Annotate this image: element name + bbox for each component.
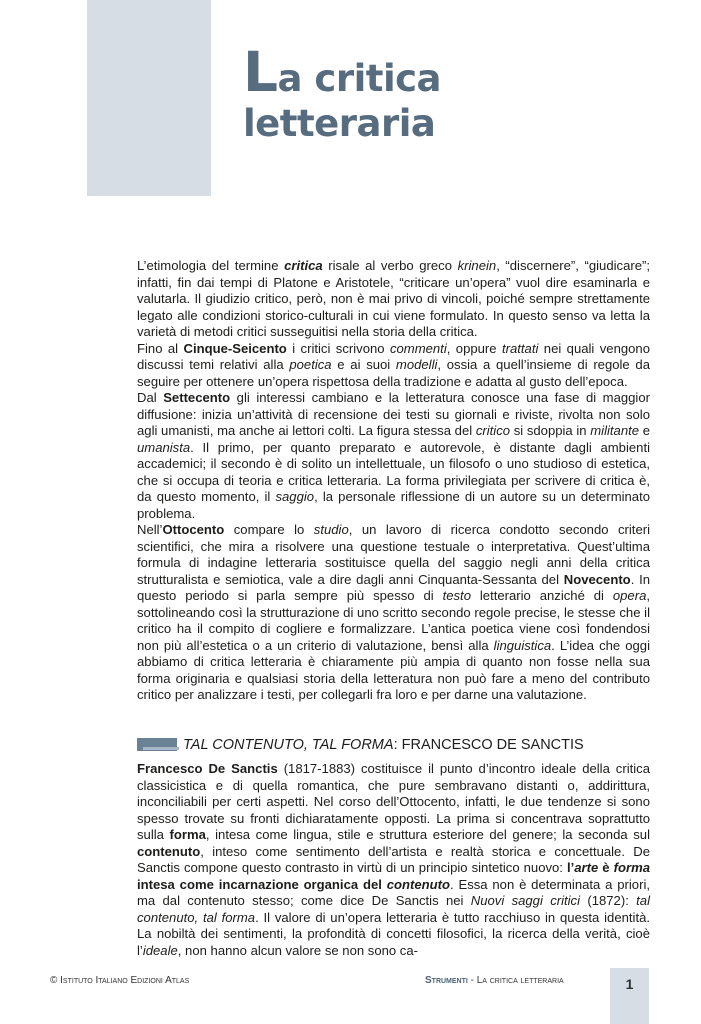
term-saggio: saggio — [275, 489, 315, 504]
section-paragraph-1 — [137, 761, 650, 959]
text-run: risale al verbo greco — [322, 258, 458, 273]
text-run: , la personale riflessione di un autore su un determinato problema. — [137, 489, 650, 521]
term-nuovi-saggi-critici: Nuovi saggi critici — [470, 893, 581, 908]
text-run: , oppure — [446, 340, 502, 356]
term-ideale: ideale — [142, 942, 178, 958]
term-settecento: Settecento — [163, 390, 231, 405]
text-run: Nell’ — [137, 522, 163, 537]
page-title — [243, 40, 442, 146]
text-run: (1817-1883) costituisce il punto d’incontro ideale della critica classicistica e di quella romantica, che pure sembravano distanti o, addirittura, inconciliabili per certi aspetti. Nel corso dell’Ottocento, infatti, le due tendenze si sono spesso trovate su fronti dichiaratamente opposti. La prima si concentrava soprattutto sulla — [137, 761, 651, 842]
text-run: , intesa come lingua, stile e struttura esteriore del genere; la seconda sul — [205, 827, 650, 842]
text-run: l’ — [566, 860, 575, 875]
term-forma-italic: forma — [613, 860, 650, 875]
term-critica: critica — [284, 258, 323, 273]
text-run: gli interessi cambiano e la letteratura conosce una fase di maggior diffusione: inizia un’attività di recensione dei testi su giornali e riviste, rivolta non solo agli umanisti, ma anche ai lettori colti. La figura stessa del — [137, 390, 650, 438]
text-run: L’etimologia del termine — [137, 258, 285, 273]
term-tal-contenuto-tal-forma: tal contenuto, tal forma — [137, 893, 650, 925]
term-opera: opera — [612, 588, 647, 603]
term-poetica: poetica — [289, 357, 332, 372]
text-run: , ossia a quell’insieme di regole da seguire per ottenere un’opera rispettosa della tradizione e adatta al gusto dell’epoca. — [137, 357, 650, 389]
term-forma: forma — [169, 827, 206, 842]
term-critico: critico — [475, 423, 511, 438]
footer-section-label: Strumenti — [425, 975, 468, 986]
title-line-1 — [243, 40, 442, 104]
term-francesco-de-sanctis: Francesco De Sanctis — [137, 761, 278, 776]
text-run: compare lo — [224, 522, 314, 537]
term-cinque-seicento: Cinque-Seicento — [183, 340, 287, 356]
term-militante: militante — [590, 423, 640, 438]
intro-paragraph-1 — [137, 258, 650, 341]
text-run: (1872): — [580, 893, 637, 908]
title-line-1-rest: a critica — [277, 57, 442, 100]
text-run: , “discernere”, “giudicare”; infatti, fin dai tempi di Platone e Aristotele, “criticare un’opera” vuol dire esaminarla e valutarla. Il giudizio critico, però, non è mai privo di vincoli, poiché sempre strettamente legato alle condizioni storico-culturali in cui viene formulato. In questo senso va letta la varietà di metodi critici susseguitisi nella storia della critica. — [137, 258, 650, 339]
text-run: intesa come incarnazione organica del — [137, 876, 387, 892]
term-linguistica: linguistica — [493, 637, 552, 653]
text-run: . L’idea che oggi abbiamo di critica letteraria è chiaramente più ampia di quanto non fosse nella sua forma originaria e qualsiasi storia della letteratura non può fare a meno del contributo critico per analizzare i testi, per collegarli fra loro e per darne una valutazione. — [137, 637, 650, 702]
section-title-rest: : FRANCESCO DE SANCTIS — [393, 737, 584, 753]
text-run: . Il primo, per quanto preparato e autorevole, è distante dagli ambienti accademici; il secondo è di solito un intellettuale, un filosofo o uno studioso di estetica, che si occupa di teoria e critica letteraria. La forma privilegiata per scrivere di critica è, da questo momento, il — [137, 439, 650, 504]
title-initial: L — [243, 40, 278, 104]
term-krinein: krinein — [457, 258, 497, 273]
intro-paragraph-2 — [137, 341, 650, 391]
intro-paragraph-4 — [137, 522, 650, 704]
text-run: , un lavoro di ricerca condotto secondo criteri scientifici, che mira a risolvere una questione testuale o interpretativa. Quest’ultima formula di indagine letteraria sostituisce quella del saggio negli anni della critica strutturalista e semiotica, vale a dire dagli anni Cinquanta-Sessanta del — [137, 522, 650, 587]
text-run: i critici scrivono — [286, 340, 390, 356]
term-ottocento: Ottocento — [162, 522, 225, 537]
footer-copyright: © Istituto Italiano Edizioni Atlas — [50, 975, 190, 986]
header-decoration-panel — [87, 0, 211, 196]
page-number: 1 — [625, 976, 634, 992]
text-run: . In questo periodo si parla sempre più spesso di — [137, 571, 650, 603]
term-trattati: trattati — [501, 340, 539, 356]
term-umanista: umanista — [137, 439, 191, 455]
term-commenti: commenti — [389, 340, 447, 356]
intro-paragraph-3 — [137, 390, 650, 522]
text-run: letterario anziché di — [470, 588, 613, 603]
intro-text — [137, 258, 650, 704]
term-studio: studio — [313, 522, 349, 537]
section-bar-decoration — [137, 738, 177, 751]
term-contenuto: contenuto — [137, 843, 201, 859]
text-run: , sottolineando così la strutturazione di uno scritto secondo regole precise, le stesse che il critico ha il compito di cogliere e formalizzare. L’antica poetica viene così fondendosi non più all’estetica o a un criterio di valutazione, bensì alla — [137, 588, 650, 653]
term-contenuto-italic: contenuto — [386, 876, 450, 892]
section-title — [183, 735, 584, 755]
text-run: Dal — [137, 390, 164, 405]
text-run: Fino al — [137, 340, 184, 356]
text-run: nei quali vengono discussi temi relativi alla — [137, 340, 650, 372]
footer-separator: - — [467, 975, 477, 986]
text-run: e — [639, 423, 650, 438]
text-run: è — [598, 860, 614, 875]
text-run: , non hanno alcun valore se non sono ca- — [177, 942, 419, 958]
section-heading — [137, 735, 657, 755]
term-testo: testo — [442, 588, 471, 603]
section-title-italic: TAL CONTENUTO, TAL FORMA — [183, 737, 394, 753]
term-arte: arte — [574, 860, 599, 875]
footer-running-title — [425, 975, 564, 986]
text-run: , inteso come sentimento dell’artista e realtà storica e concettuale. De Sanctis compone questo contrasto in virtù di un principio sintetico nuovo: — [137, 843, 650, 875]
footer-chapter-label: La critica letteraria — [476, 975, 564, 986]
text-run: . Il valore di un’opera letteraria è tutto racchiuso in questa identità. La nobiltà dei sentimenti, la profondità di concetti filosofici, la ricerca della verità, cioè l’ — [137, 909, 650, 958]
title-line-2: letteraria — [243, 102, 436, 145]
text-run: e ai suoi — [331, 357, 396, 372]
text-run: si sdoppia in — [510, 423, 591, 438]
term-novecento: Novecento — [563, 571, 631, 587]
term-modelli: modelli — [395, 357, 438, 372]
section-text — [137, 761, 650, 959]
page-number-box — [610, 968, 649, 1024]
text-run: . Essa non è determinata a priori, ma dal contenuto stesso; come dice De Sanctis nei — [137, 876, 650, 908]
